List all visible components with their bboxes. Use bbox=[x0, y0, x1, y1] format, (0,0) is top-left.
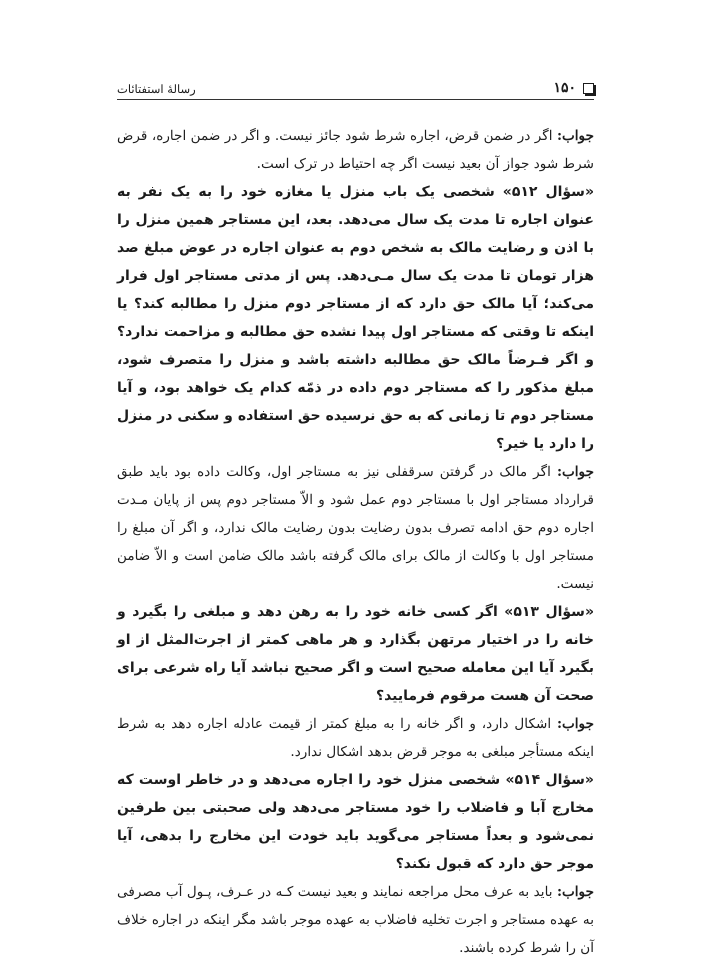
question-text: شخصی منزل خود را اجاره می‌دهد و در خاطر اوست که مخارج آبا و فاضلاب را خود مستاجر می‌دهد ولی صحبتی بین طرفین نمی‌شود و بعداً مستاجر می‌گوید باید خودت این مخارج را بدهی، آیا موجر حق دارد که قبول نکند؟ bbox=[117, 772, 594, 872]
answer-paragraph bbox=[117, 710, 594, 766]
answer-paragraph bbox=[117, 458, 594, 598]
answer-label: جواب: bbox=[556, 884, 594, 900]
question-text: شخصی یک باب منزل یا مغازه خود را به یک نفر به عنوان اجاره تا مدت یک سال می‌دهد. بعد، این مستاجر همین منزل را با اذن و رضایت مالک به شخص دوم به عنوان اجاره در عوض مبلغ صد هزار تومان تا مدت یک سال مـی‌دهد. پس از مدتی مستاجر اول فرار می‌کند؛ آیا مالک حق دارد که از مستاجر دوم منزل را مطالبه کند؟ یا اینکه تا وقتی که مستاجر اول پیدا نشده حق مطالبه و مزاحمت ندارد؟ و اگر فـرضاً مالک حق مطالبه داشته باشد و منزل را متصرف شود، مبلغ مذکور را که مستاجر دوم داده در ذمّه کدام یک خواهد بود، و آیا مستاجر دوم تا زمانی که به حق نرسیده حق استفاده و سکنی در منزل را دارد یا خیر؟ bbox=[117, 184, 594, 452]
answer-text: اگر مالک در گرفتن سرقفلی نیز به مستاجر اول، وکالت داده بود باید طبق قرارداد مستاجر اول با مستاجر دوم عمل شود و الاّ مستاجر دوم پس از پایان مـدت اجاره دوم حق ادامه تصرف بدون رضایت بدون رضایت مالک ندارد، و اگر آن مبلغ را مستاجر اول با وکالت از مالک برای مالک گرفته باشد مالک ضامن است و الاّ ضامن نیست. bbox=[117, 464, 594, 592]
document-body bbox=[117, 122, 594, 962]
document-page bbox=[117, 70, 594, 962]
question-label: «سؤال ۵۱۴» bbox=[505, 772, 594, 788]
square-bullet-icon bbox=[583, 83, 594, 94]
question-label: «سؤال ۵۱۳» bbox=[504, 604, 594, 620]
page-number: ۱۵۰ bbox=[553, 80, 576, 96]
question-paragraph bbox=[117, 598, 594, 710]
running-title: رسالهٔ استفتائات bbox=[117, 82, 196, 96]
answer-text: اشکال دارد، و اگر خانه را به مبلغ کمتر از قیمت عادله اجاره دهد به شرط اینکه مستأجر مبلغی به موجر قرض بدهد اشکال ندارد. bbox=[117, 716, 594, 760]
page-header bbox=[117, 70, 594, 100]
answer-label: جواب: bbox=[556, 464, 594, 480]
page-number-group bbox=[553, 80, 594, 96]
question-label: «سؤال ۵۱۲» bbox=[502, 184, 594, 200]
answer-label: جواب: bbox=[556, 716, 594, 732]
question-paragraph bbox=[117, 766, 594, 878]
answer-text: باید به عرف محل مراجعه نمایند و بعید نیست کـه در عـرف، پـول آب مصرفی به عهده مستاجر و اجرت تخلیه فاضلاب به عهده موجر باشد مگر اینکه در اجاره خلاف آن را شرط کرده باشند. bbox=[116, 884, 594, 956]
question-text: اگر کسی خانه خود را به رهن دهد و مبلغی را بگیرد و خانه را در اختیار مرتهن بگذارد و هر ماهی کمتر از اجرت‌المثل از او بگیرد آیا این معامله صحیح است و اگر صحیح نباشد آیا راه شرعی برای صحت آن هست مرقوم فرمایید؟ bbox=[117, 604, 594, 704]
answer-paragraph bbox=[117, 122, 594, 178]
answer-paragraph bbox=[117, 878, 594, 962]
answer-label: جواب: bbox=[556, 128, 594, 144]
answer-text: اگر در ضمن قرض، اجاره شرط شود جائز نیست. و اگر در ضمن اجاره، قرض شرط شود جواز آن بعید نیست اگر چه احتیاط در ترک است. bbox=[117, 128, 594, 172]
question-paragraph bbox=[117, 178, 594, 458]
